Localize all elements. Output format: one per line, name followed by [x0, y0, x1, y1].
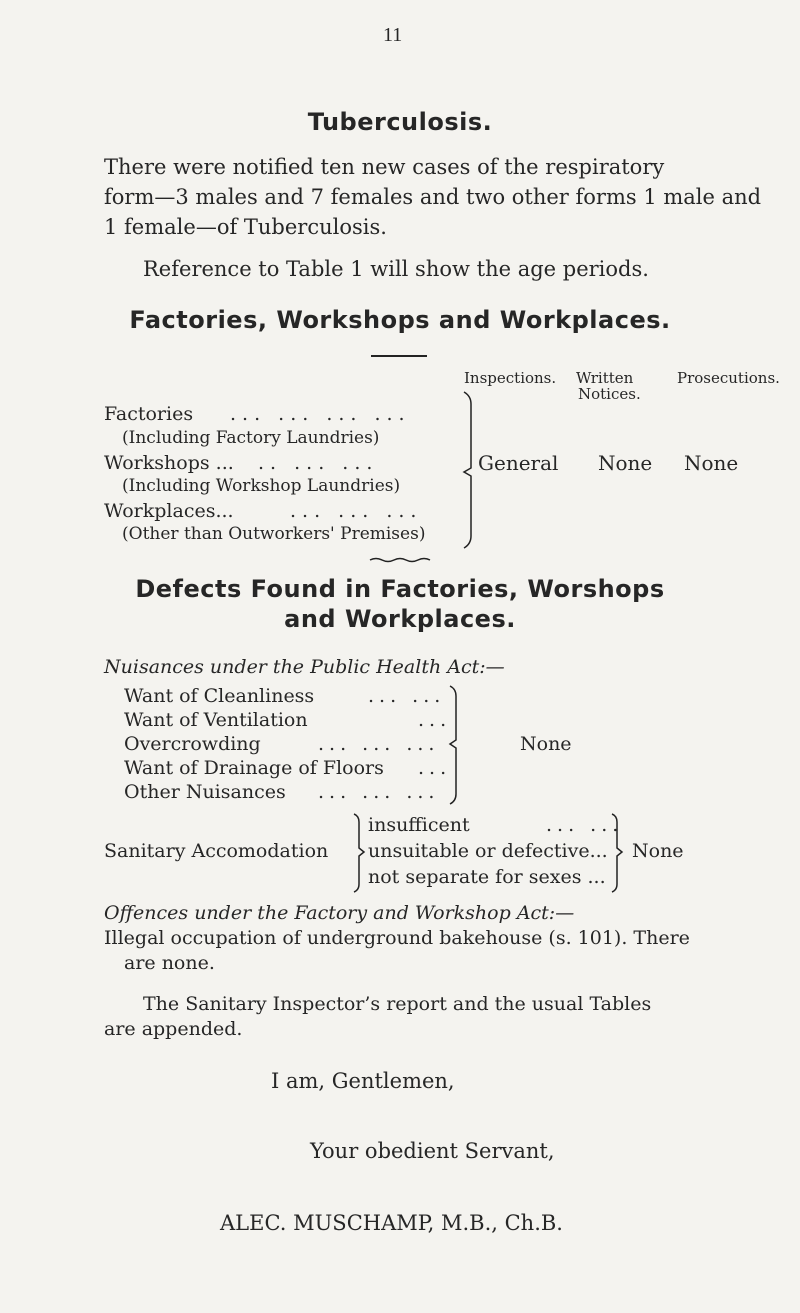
inspections-value: General [478, 451, 559, 475]
tb-paragraph-line-1: There were notified ten new cases of the respiratory [104, 155, 665, 179]
wavy-divider [368, 556, 432, 564]
leader-dots: ... ... [546, 814, 624, 836]
leader-dots: ... ... ... [318, 733, 440, 755]
nuisance-item: Want of Ventilation [124, 709, 308, 731]
row-factories-label: Factories [104, 403, 194, 425]
offences-line-1: Illegal occupation of underground bakehouse (s. 101). There [104, 927, 690, 949]
defects-heading-line-1: Defects Found in Factories, Worshops [135, 575, 665, 603]
page-number: 11 [383, 24, 403, 46]
signature: ALEC. MUSCHAMP, M.B., Ch.B. [220, 1211, 563, 1235]
col-inspections: Inspections. [464, 369, 557, 387]
leader-dots: ... [418, 709, 452, 731]
nuisance-item: Overcrowding [124, 733, 261, 755]
tb-paragraph-line-2: form—3 males and 7 females and two other forms 1 male and [104, 185, 762, 209]
nuisance-item: Want of Drainage of Floors [124, 757, 384, 779]
tb-reference-line: Reference to Table 1 will show the age periods. [143, 257, 649, 281]
sanitary-item: not separate for sexes ... [368, 866, 606, 888]
row-factories-sub: (Including Factory Laundries) [122, 428, 380, 448]
nuisance-item: Other Nuisances [124, 781, 286, 803]
leader-dots: .. ... ... [258, 452, 379, 474]
section-divider [371, 355, 427, 357]
leader-dots: ... ... ... ... [230, 403, 411, 425]
col-prosecutions: Prosecutions. [677, 369, 780, 387]
sanitary-label: Sanitary Accomodation [104, 840, 329, 862]
signoff: Your obedient Servant, [310, 1139, 555, 1163]
nuisance-item: Want of Cleanliness [124, 685, 315, 707]
defects-heading-line-2: and Workplaces. [284, 605, 516, 633]
prosecutions-value: None [684, 451, 739, 475]
tuberculosis-heading: Tuberculosis. [307, 108, 493, 136]
offences-line-2: are none. [124, 952, 215, 974]
leader-dots: ... ... ... [318, 781, 440, 803]
salutation: I am, Gentlemen, [271, 1069, 455, 1093]
nuisances-result: None [520, 733, 572, 755]
written-notices-value: None [598, 451, 653, 475]
right-brace [352, 812, 366, 894]
sanitary-item: insufficent [368, 814, 470, 836]
col-notices: Notices. [578, 385, 641, 403]
report-line-1: The Sanitary Inspector’s report and the usual Tables [143, 993, 652, 1015]
tb-paragraph-line-3: 1 female—of Tuberculosis. [104, 215, 387, 239]
col-written: Written [576, 369, 634, 387]
row-workplaces-sub: (Other than Outworkers' Premises) [122, 524, 426, 544]
sanitary-result: None [632, 840, 684, 862]
right-brace [462, 390, 478, 550]
factories-heading: Factories, Workshops and Workplaces. [129, 306, 671, 334]
row-workplaces-label: Workplaces... [104, 500, 234, 522]
right-brace [610, 812, 624, 894]
row-workshops-label: Workshops ... [104, 452, 234, 474]
row-workshops-sub: (Including Workshop Laundries) [122, 476, 401, 496]
offences-title: Offences under the Factory and Workshop Act:— [104, 902, 575, 924]
leader-dots: ... [418, 757, 452, 779]
report-line-2: are appended. [104, 1018, 243, 1040]
leader-dots: ... ... [368, 685, 446, 707]
nuisances-title: Nuisances under the Public Health Act:— [104, 656, 505, 678]
right-brace [448, 684, 464, 806]
sanitary-item: unsuitable or defective... [368, 840, 608, 862]
leader-dots: ... ... ... [290, 500, 423, 522]
